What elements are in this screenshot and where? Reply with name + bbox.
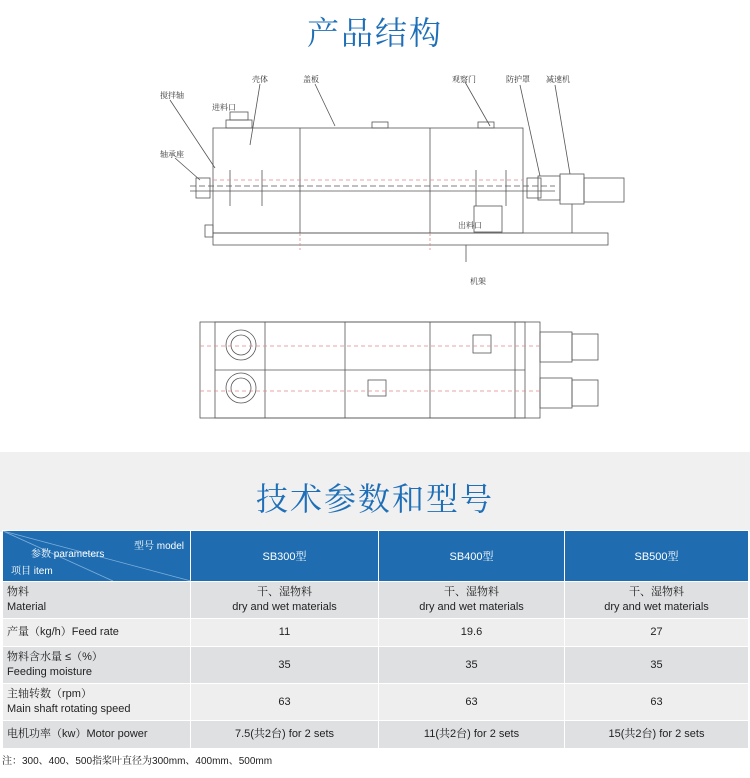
table-row — [3, 647, 749, 684]
corner-param-label: 参数 parameters — [31, 549, 105, 560]
table-row — [3, 684, 749, 721]
table-cell: 63 — [565, 684, 749, 721]
table-cell: 35 — [191, 647, 379, 684]
label-reducer: 减速机 — [546, 75, 570, 84]
model-header: SB300型 — [191, 531, 379, 582]
section-title-structure: 产品结构 — [306, 14, 443, 52]
table-cell: 15(共2台) for 2 sets — [565, 721, 749, 749]
table-cell: 35 — [379, 647, 565, 684]
model-header: SB500型 — [565, 531, 749, 582]
row-label: 产量（kg/h）Feed rate — [3, 619, 191, 647]
label-discharge-outlet: 出料口 — [458, 221, 482, 230]
label-bearing-seat: 轴承座 — [160, 150, 184, 159]
table-cell: 干、湿物料 dry and wet materials — [565, 582, 749, 619]
table-cell: 27 — [565, 619, 749, 647]
footnote: 注：300、400、500指桨叶直径为300mm、400mm、500mm — [2, 756, 273, 767]
table-corner-cell — [3, 531, 191, 582]
model-header: SB400型 — [379, 531, 565, 582]
spec-header-row — [3, 531, 749, 582]
table-row — [3, 582, 749, 619]
table-cell: 63 — [191, 684, 379, 721]
table-cell: 干、湿物料 dry and wet materials — [191, 582, 379, 619]
label-frame: 机架 — [470, 277, 486, 286]
corner-item-label: 项目 item — [11, 566, 53, 577]
table-cell: 63 — [379, 684, 565, 721]
table-cell: 7.5(共2台) for 2 sets — [191, 721, 379, 749]
table-cell: 11(共2台) for 2 sets — [379, 721, 565, 749]
row-label: 物料含水量 ≤（%） Feeding moisture — [3, 647, 191, 684]
label-feed-inlet: 进料口 — [212, 103, 236, 112]
label-guard: 防护罩 — [506, 75, 530, 84]
table-cell: 35 — [565, 647, 749, 684]
label-inspection-door: 观察门 — [452, 75, 476, 84]
table-row — [3, 721, 749, 749]
label-cover: 盖板 — [303, 75, 319, 84]
table-row — [3, 619, 749, 647]
label-agitator-shaft: 搅拌轴 — [160, 91, 184, 100]
corner-model-label: 型号 model — [133, 541, 184, 552]
table-cell: 11 — [191, 619, 379, 647]
row-label: 主轴转数（rpm） Main shaft rotating speed — [3, 684, 191, 721]
spec-table — [2, 530, 749, 749]
section-title-specs: 技术参数和型号 — [255, 480, 494, 518]
label-shell: 壳体 — [252, 75, 268, 84]
row-label: 物料 Material — [3, 582, 191, 619]
table-cell: 19.6 — [379, 619, 565, 647]
shell-outline — [213, 128, 523, 233]
row-label: 电机功率（kw）Motor power — [3, 721, 191, 749]
table-cell: 干、湿物料 dry and wet materials — [379, 582, 565, 619]
